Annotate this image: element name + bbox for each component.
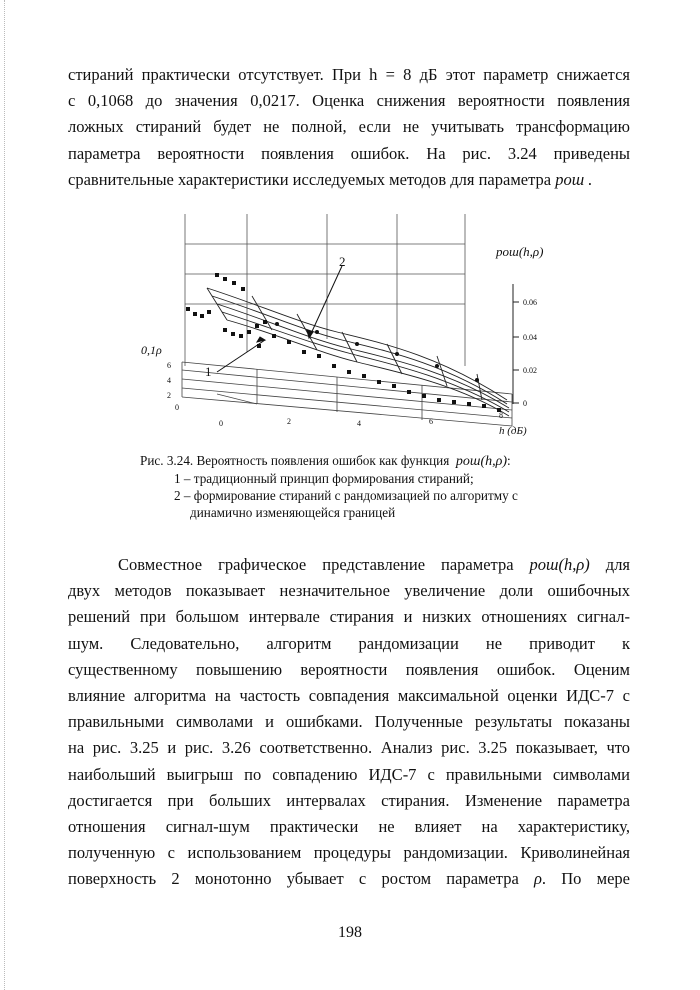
figure-caption xyxy=(140,452,580,521)
text-line: влияние алгоритма на частость совпадения максимальной оценки ИДС-7 с xyxy=(68,686,630,706)
caption-legend-2-cont: динамично изменяющейся границей xyxy=(190,505,396,520)
h-tick: 0 xyxy=(219,419,223,428)
text-line: ложных стираний будет не полной, если не учитывать трансформацию xyxy=(68,117,630,137)
back-grid xyxy=(185,214,465,366)
text-line: полученную с использованием процедуры рандомизации. Криволинейная xyxy=(68,843,630,863)
text-line: на рис. 3.25 и рис. 3.26 соответственно. Анализ рис. 3.25 показывает, что xyxy=(68,738,630,758)
text-line: параметра вероятности появления ошибок. На рис. 3.24 приведены xyxy=(68,143,630,163)
figure-3-24 xyxy=(137,204,567,436)
marker-2-label: 2 xyxy=(339,254,346,269)
rho-tick: 4 xyxy=(167,376,171,385)
text-line: наибольший выигрыш по совпадению ИДС-7 с правильными символами xyxy=(68,764,630,784)
rho-tick: 2 xyxy=(167,391,171,400)
caption-title: Рис. 3.24. Вероятность появления ошибок как функция pош(h,ρ): xyxy=(140,453,511,469)
marker-1-label: 1 xyxy=(205,364,212,379)
rho-tick: 0 xyxy=(175,403,179,412)
text-line: правильными символами и ошибками. Полученные результаты показаны xyxy=(68,712,630,732)
z-tick: 0.02 xyxy=(523,366,537,375)
text-line: поверхность 2 монотонно убывает с ростом параметра ρ. По мере xyxy=(68,869,630,889)
page-number: 198 xyxy=(338,924,362,941)
z-axis-label: pош(h,ρ) xyxy=(496,244,544,259)
h-tick: 6 xyxy=(429,417,433,426)
body-paragraph xyxy=(68,552,630,893)
text-line: Совместное графическое представление параметра pош(h,ρ) для xyxy=(118,555,631,574)
surface-1-points xyxy=(186,273,501,412)
text-line: достигается при больших интервалах стирания. Изменение параметра xyxy=(68,790,630,810)
rho-axis-label: 0,1ρ xyxy=(141,343,162,357)
z-tick: 0.06 xyxy=(523,298,537,307)
h-tick: 4 xyxy=(357,419,361,428)
formula-rho: ρ xyxy=(534,869,542,889)
h-axis-label: h (дБ) xyxy=(499,425,527,436)
text-line: отношения сигнал-шум практически не влияет на характеристику, xyxy=(68,817,630,837)
surface-2 xyxy=(207,288,509,416)
z-tick: 0.04 xyxy=(523,333,537,342)
z-tick: 0 xyxy=(523,399,527,408)
text-line: существенному повышению вероятности появления ошибок. Оценим xyxy=(68,659,630,679)
text-line: решений при большом интервале стирания и низких отношениях сигнал- xyxy=(68,607,630,627)
text-line: с 0,1068 до значения 0,0217. Оценка снижения вероятности появления xyxy=(68,91,630,111)
formula-p-osh-h-rho: pош(h,ρ) xyxy=(529,555,590,574)
page-border xyxy=(4,0,5,990)
text-line: двух методов показывает незначительное увеличение доли ошибочных xyxy=(68,581,630,601)
top-paragraph xyxy=(68,62,630,193)
rho-tick: 6 xyxy=(167,361,171,370)
text-line: сравнительные характеристики исследуемых методов для параметра pош . xyxy=(68,169,593,189)
z-axis xyxy=(513,284,519,404)
caption-formula: pош(h,ρ) xyxy=(455,454,508,469)
caption-legend-2: 2 – формирование стираний с рандомизацией по алгоритму с xyxy=(174,488,518,503)
h-tick: 2 xyxy=(287,417,291,426)
text-line: стираний практически отсутствует. При h = 8 дБ этот параметр снижается xyxy=(68,65,630,84)
h-tick: 8 xyxy=(499,411,503,420)
text-line: шум. Следовательно, алгоритм рандомизации не приводит к xyxy=(68,633,630,653)
formula-p-osh: pош . xyxy=(555,169,593,189)
caption-legend-1: 1 – традиционный принцип формирования стираний; xyxy=(174,471,474,486)
